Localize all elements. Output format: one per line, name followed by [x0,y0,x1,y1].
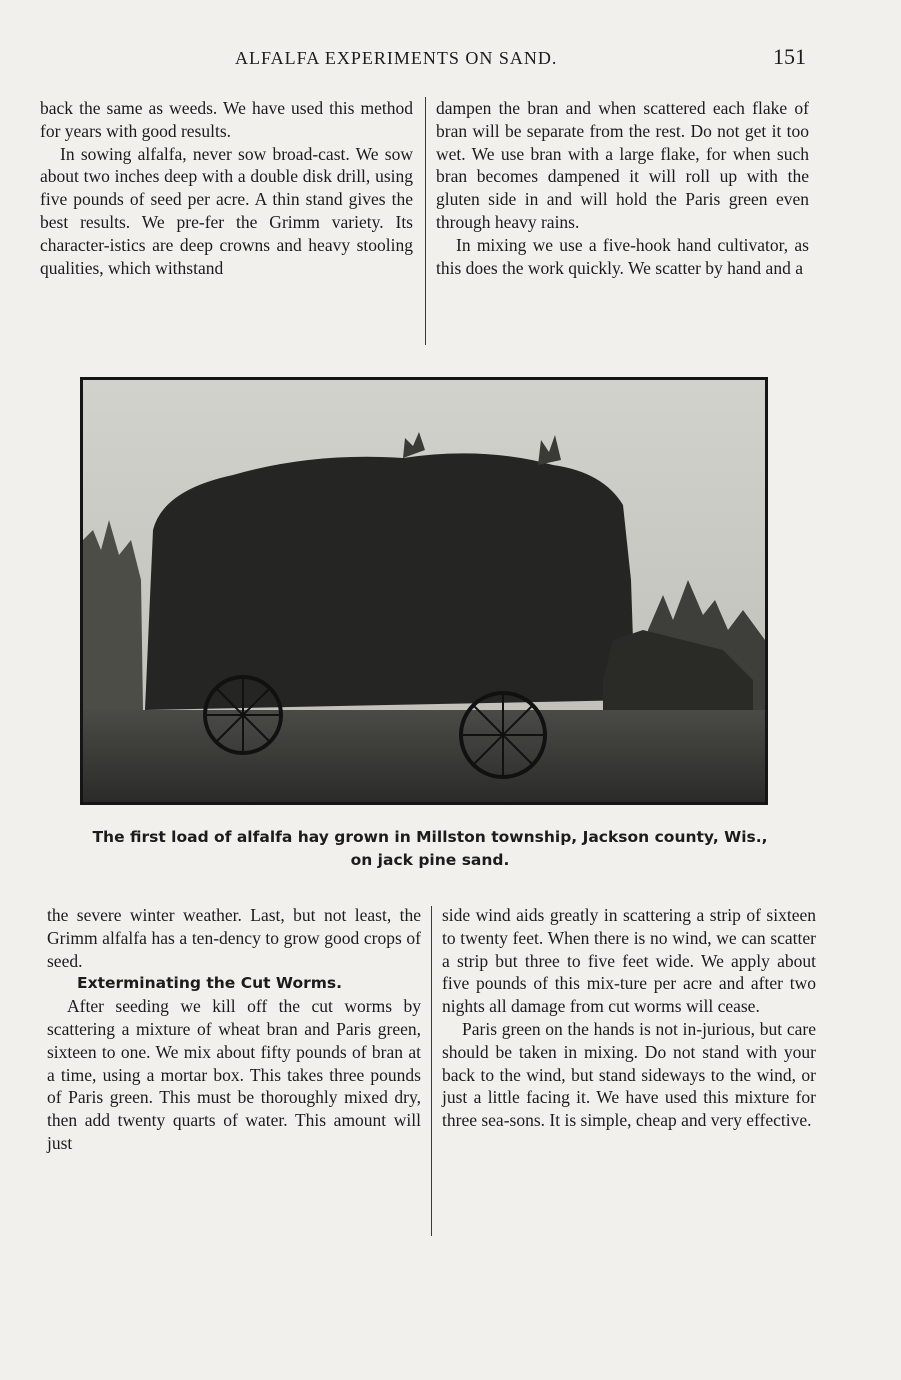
running-title: ALFALFA EXPERIMENTS ON SAND. [235,48,558,68]
photo-illustration [83,380,765,802]
top-left-column [40,97,413,279]
paragraph: side wind aids greatly in scattering a strip of sixteen to twenty feet. When there is no wind, we can scatter a strip but three to five feet wide. We apply about five pounds of this mix-ture per acre and after two nights all damage from cut worms will cease. [442,905,816,1017]
column-rule [425,97,426,345]
column-rule [431,906,432,1236]
paragraph: the severe winter weather. Last, but not least, the Grimm alfalfa has a ten-dency to grow good crops of seed. [47,905,421,971]
bottom-left-column [47,904,421,1155]
paragraph: After seeding we kill off the cut worms by scattering a mixture of wheat bran and Paris green, sixteen to one. We mix about fifty pounds of bran at a time, using a mortar box. This takes three pounds of Paris green. This must be thoroughly mixed dry, then add twenty quarts of water. This amount will just [47,996,421,1153]
top-right-column [436,97,809,279]
paragraph: back the same as weeds. We have used this method for years with good results. [40,98,413,141]
paragraph: In mixing we use a five-hook hand cultivator, as this does the work quickly. We scatter by hand and a [436,234,809,278]
paragraph: dampen the bran and when scattered each flake of bran will be separate from the rest. Do not get it too wet. We use bran with a large flake, for when such bran becomes dampened it will roll up with the gluten side in and will hold the Paris green even through heavy rains. [436,98,809,232]
page-number: 151 [773,44,806,69]
hay-wagon-photograph [80,377,768,805]
section-heading: Exterminating the Cut Worms. [77,974,343,993]
bottom-right-column [442,904,816,1132]
running-head [40,40,810,80]
paragraph: In sowing alfalfa, never sow broad-cast. We sow about two inches deep with a double disk drill, using five pounds of seed per acre. A thin stand gives the best results. We pre-fer the Grimm variety. Its character-istics are deep crowns and heavy stooling qualities, which withstand [40,143,413,278]
figure-caption: The first load of alfalfa hay grown in Millston township, Jackson county, Wis., on jack pine sand. [92,828,768,869]
paragraph: Paris green on the hands is not in-jurious, but care should be taken in mixing. Do not stand with your back to the wind, but stand sideways to the wind, or just a little facing it. We have used this mixture for three sea-sons. It is simple, cheap and very effective. [442,1018,816,1131]
